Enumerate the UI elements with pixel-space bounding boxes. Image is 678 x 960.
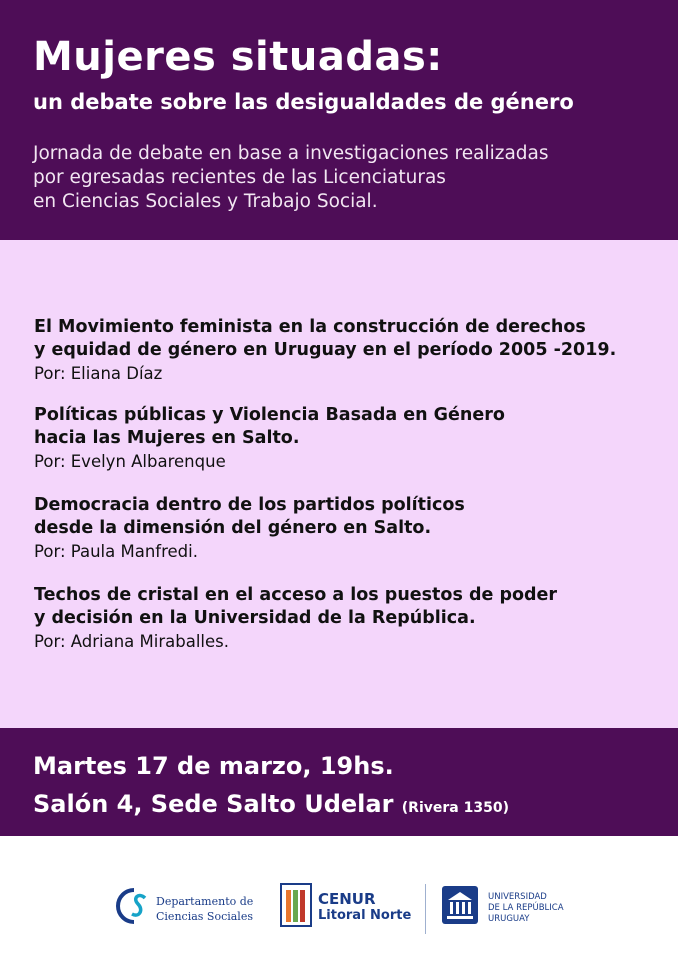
talk-item — [34, 404, 505, 473]
cs-monogram-icon — [112, 884, 152, 928]
talk-title-line: hacia las Mujeres en Salto. — [34, 428, 300, 448]
cenur-logo-text — [318, 890, 411, 924]
event-place — [33, 790, 509, 818]
talk-author: Por: Eliana Díaz — [34, 364, 163, 383]
talk-author: Por: Adriana Miraballes. — [34, 632, 229, 651]
event-venue: Salón 4, Sede Salto Udelar — [33, 790, 394, 818]
intro-text — [33, 142, 549, 214]
talk-title-line: y equidad de género en Uruguay en el período 2005 -2019. — [34, 340, 617, 360]
talk-title-line: Políticas públicas y Violencia Basada en Género — [34, 405, 505, 425]
talk-item — [34, 494, 465, 563]
talk-title-line: Democracia dentro de los partidos políticos — [34, 495, 465, 515]
udelar-line: URUGUAY — [488, 914, 530, 924]
event-banner — [0, 728, 678, 836]
talk-title-line: y decisión en la Universidad de la República. — [34, 608, 476, 628]
university-building-icon — [442, 886, 478, 924]
cenur-line: Litoral Norte — [318, 908, 412, 923]
talk-item — [34, 316, 616, 385]
page-title: Mujeres situadas: — [33, 34, 443, 80]
udelar-logo-text — [488, 892, 564, 925]
intro-line: Jornada de debate en base a investigaciones realizadas — [33, 143, 549, 164]
intro-line: por egresadas recientes de las Licenciaturas — [33, 167, 446, 188]
talk-author: Por: Paula Manfredi. — [34, 542, 198, 561]
talks-section — [0, 240, 678, 728]
talk-author: Por: Evelyn Albarenque — [34, 452, 226, 471]
logos-strip — [92, 866, 602, 950]
dcs-line: Ciencias Sociales — [156, 910, 253, 923]
header-banner — [0, 0, 678, 240]
cenur-line: CENUR — [318, 890, 376, 908]
udelar-line: DE LA REPÚBLICA — [488, 903, 564, 913]
books-icon — [280, 882, 312, 928]
event-date: Martes 17 de marzo, 19hs. — [33, 752, 394, 780]
talk-title-line: Techos de cristal en el acceso a los puestos de poder — [34, 585, 558, 605]
cenur-logo — [280, 882, 412, 932]
talk-item — [34, 584, 557, 653]
logo-divider — [425, 884, 426, 934]
udelar-logo — [442, 886, 564, 928]
dcs-logo-text — [156, 894, 253, 924]
dcs-line: Departamento de — [156, 895, 254, 908]
intro-line: en Ciencias Sociales y Trabajo Social. — [33, 191, 378, 212]
talk-title-line: El Movimiento feminista en la construcción de derechos — [34, 317, 586, 337]
page-subtitle: un debate sobre las desigualdades de género — [33, 90, 574, 114]
dcs-logo — [112, 884, 254, 932]
event-address: (Rivera 1350) — [401, 800, 509, 816]
udelar-line: UNIVERSIDAD — [488, 892, 547, 902]
talk-title-line: desde la dimensión del género en Salto. — [34, 518, 432, 538]
